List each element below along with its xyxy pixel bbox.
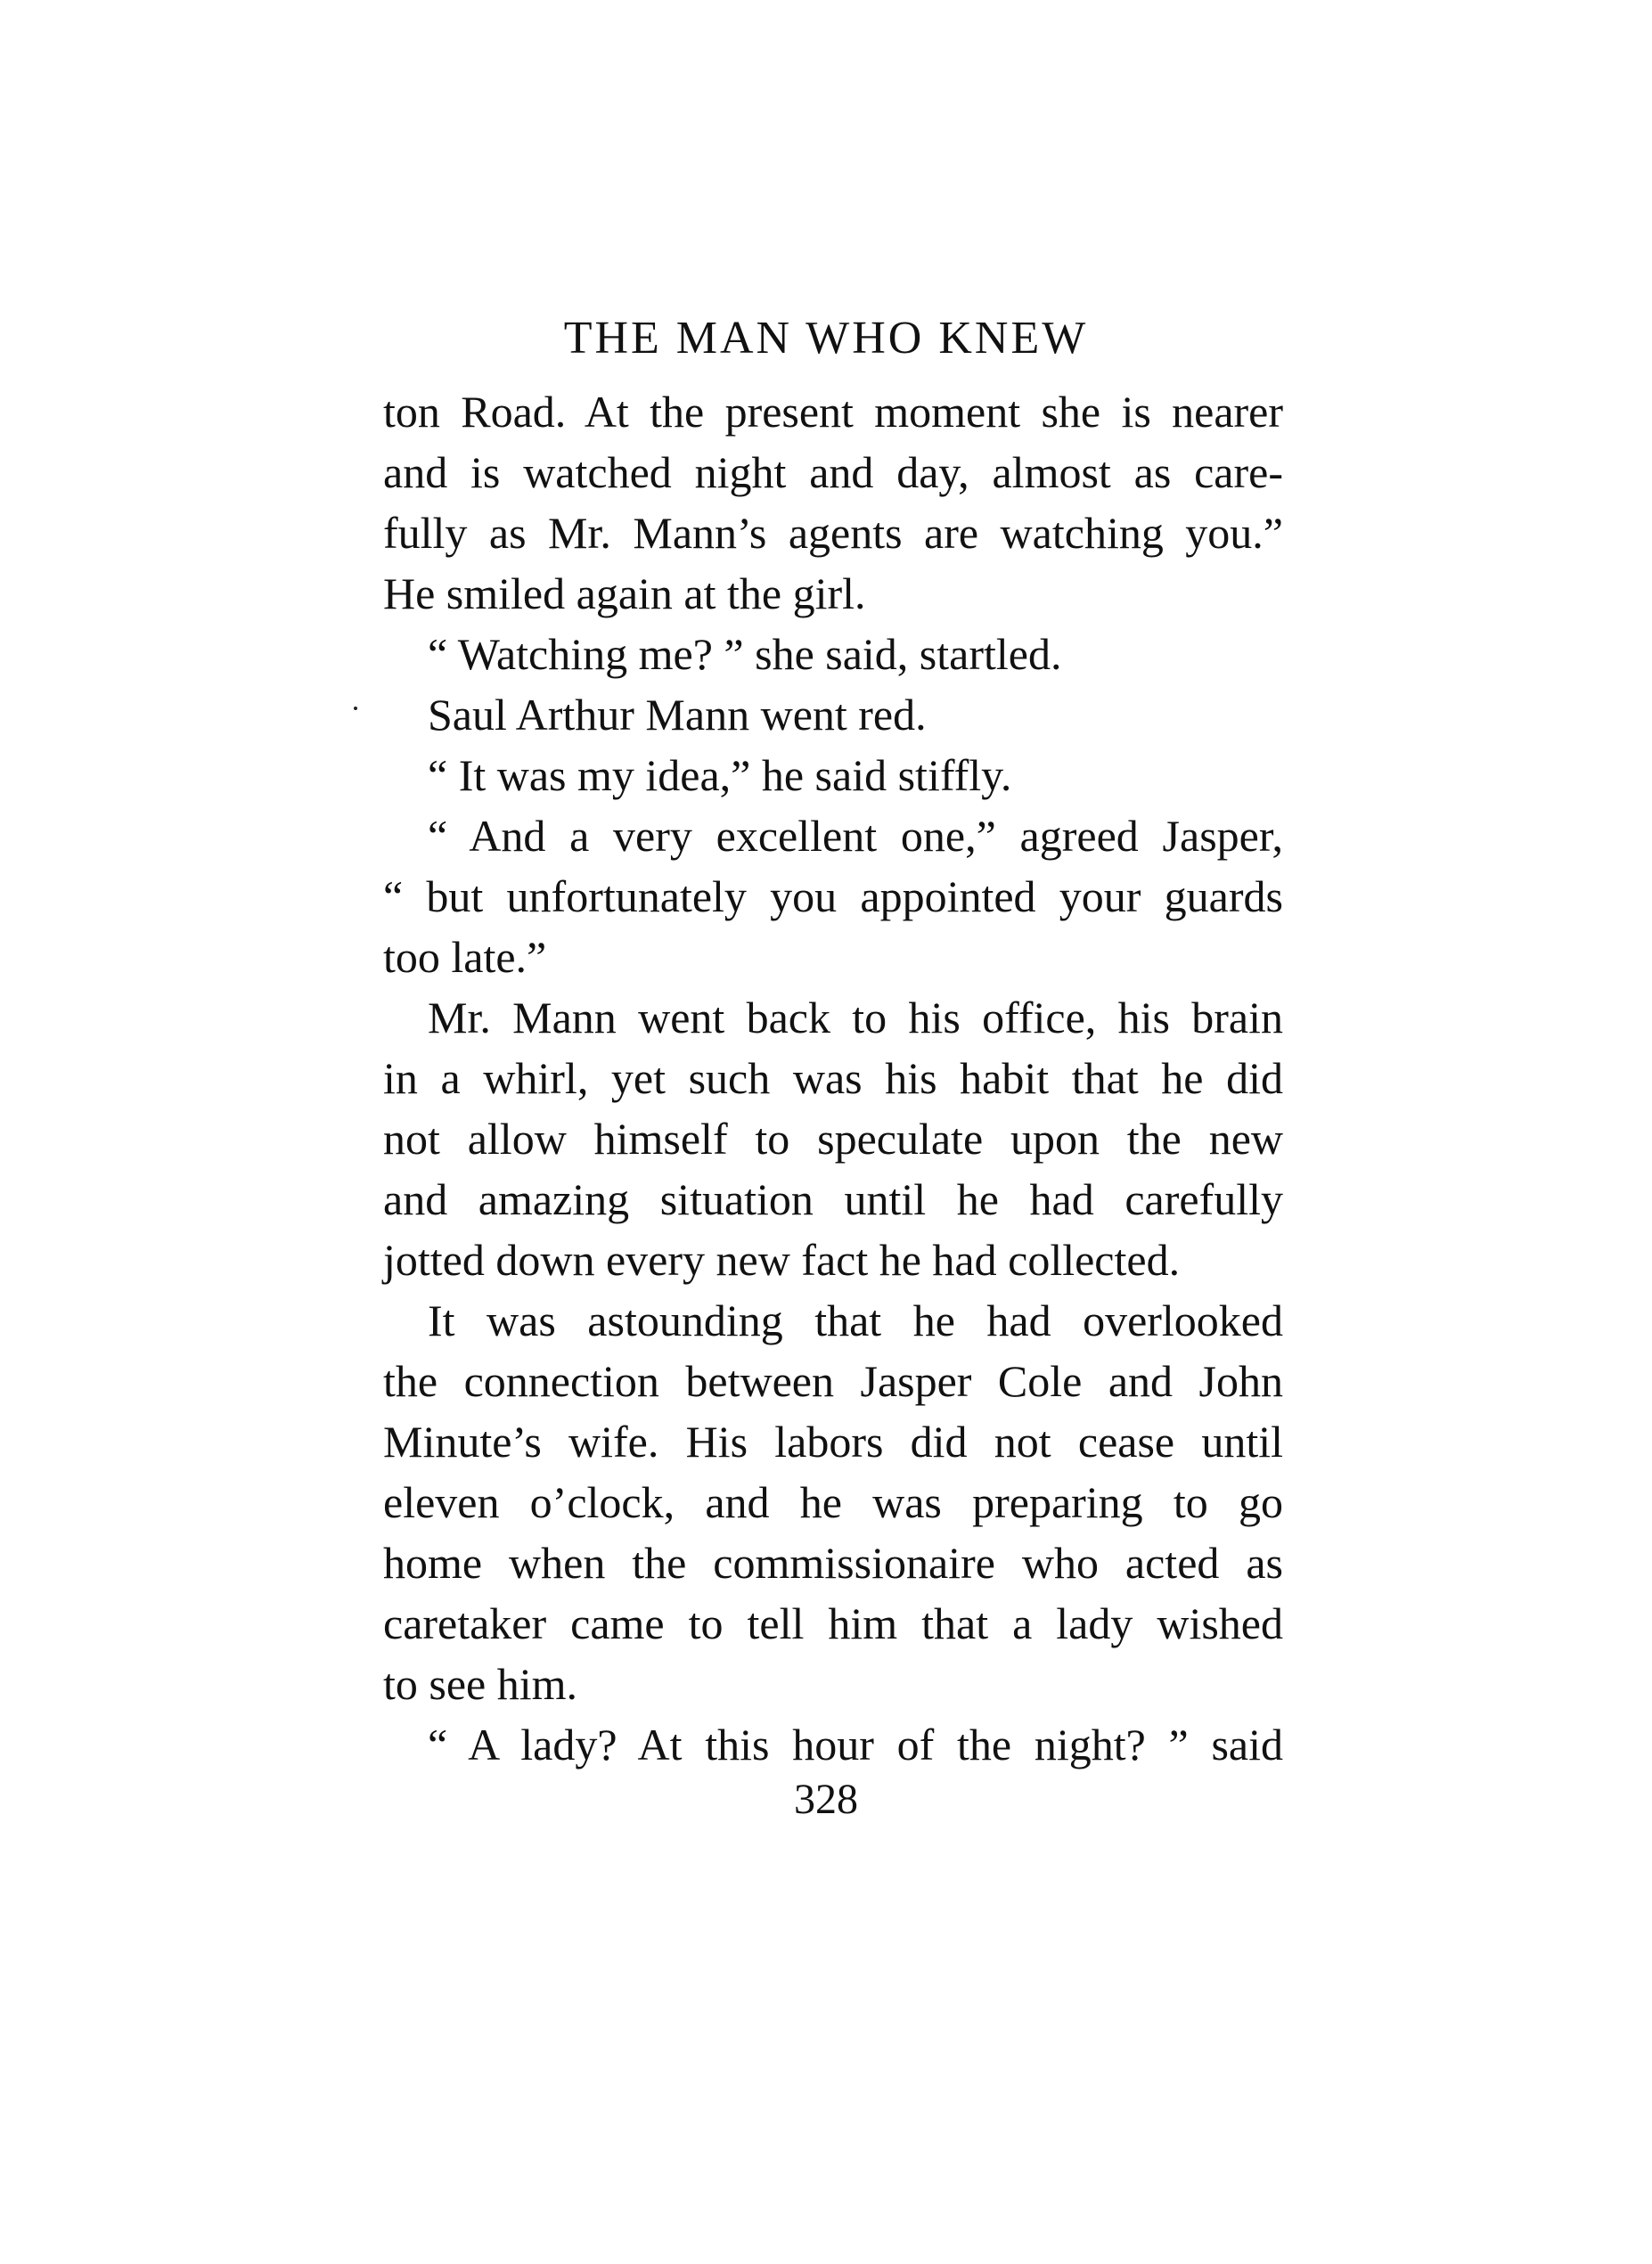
text-line: in a whirl, yet such was his habit that he did: [383, 1053, 1283, 1103]
text-line: caretaker came to tell him that a lady wished: [383, 1598, 1283, 1648]
body-text: [383, 381, 1283, 1775]
text-line: home when the commissionaire who acted as: [383, 1538, 1283, 1588]
text-line: It was astounding that he had overlooked: [428, 1295, 1283, 1345]
stray-ink-mark: [354, 707, 357, 710]
text-line: Mr. Mann went back to his office, his brain: [428, 993, 1283, 1042]
text-line: jotted down every new fact he had collected.: [383, 1235, 1181, 1285]
text-line: “ Watching me? ” she said, startled.: [428, 629, 1062, 679]
text-line: not allow himself to speculate upon the new: [383, 1114, 1283, 1164]
text-line: too late.”: [383, 932, 547, 982]
text-line: eleven o’clock, and he was preparing to go: [383, 1477, 1283, 1527]
text-line: Saul Arthur Mann went red.: [428, 690, 927, 740]
text-line: to see him.: [383, 1659, 578, 1709]
text-line: ton Road. At the present moment she is nearer: [383, 387, 1283, 437]
text-line: fully as Mr. Mann’s agents are watching you.”: [383, 508, 1283, 558]
text-line: and amazing situation until he had carefully: [383, 1174, 1283, 1224]
text-line: the connection between Jasper Cole and John: [383, 1356, 1283, 1406]
page-number: 328: [794, 1776, 858, 1823]
text-line: “ but unfortunately you appointed your guards: [383, 871, 1283, 921]
running-head: THE MAN WHO KNEW: [563, 313, 1089, 364]
text-line: and is watched night and day, almost as care-: [383, 447, 1283, 497]
text-line: “ A lady? At this hour of the night? ” said: [428, 1720, 1283, 1770]
text-line: “ It was my idea,” he said stiffly.: [428, 750, 1012, 800]
text-line: Minute’s wife. His labors did not cease until: [383, 1417, 1283, 1467]
text-line: “ And a very excellent one,” agreed Jasper,: [428, 811, 1283, 861]
text-line: He smiled again at the girl.: [383, 568, 866, 618]
